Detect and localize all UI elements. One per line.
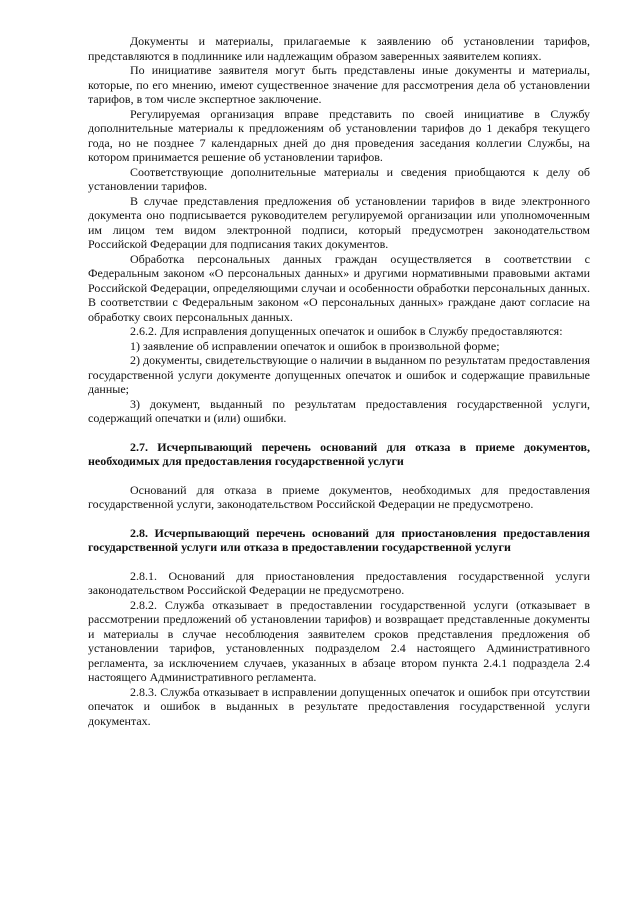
- spacer: [88, 469, 590, 483]
- list-item: 1) заявление об исправлении опечаток и ошибок в произвольной форме;: [130, 338, 500, 353]
- paragraph: 2.8.3. Служба отказывает в исправлении допущенных опечаток и ошибок при отсутствии опечаток и ошибок в выданных в результате предоставления государственной услуги документах.: [88, 684, 590, 728]
- paragraph: Регулируемая организация вправе представить по своей инициативе в Службу дополнительные материалы к предложениям об установлении тарифов до 1 декабря текущего года, но не позднее 7 календарных дней до дня проведения заседания коллегии Службы, на котором принимается решение об установлении тарифов.: [88, 106, 590, 164]
- spacer: [88, 426, 590, 440]
- paragraph: Документы и материалы, прилагаемые к заявлению об установлении тарифов, представляются в подлиннике или надлежащим образом заверенных заявителем копиях.: [88, 34, 590, 63]
- section-heading-2-8: 2.8. Исчерпывающий перечень оснований для приостановления предоставления государственной услуги или отказа в предоставлении государственной услуги: [88, 525, 590, 554]
- paragraph: Обработка персональных данных граждан осуществляется в соответствии с Федеральным законом «О персональных данных» и другими нормативными правовыми актами Российской Федерации, определяющими случаи и особенности обработки персональных данных. В соответствии с Федеральным законом «О персональных данных» граждане дают согласие на обработку своих персональных данных.: [88, 251, 590, 324]
- paragraph: В случае представления предложения об установлении тарифов в виде электронного документа оно подписывается руководителем регулируемой организации или уполномоченным им лицом тем видом электронной подписи, который предусмотрен законодательством Российской Федерации для подписания таких документов.: [88, 193, 590, 251]
- spacer: [88, 512, 590, 526]
- spacer: [88, 555, 590, 569]
- paragraph: 2.6.2. Для исправления допущенных опечаток и ошибок в Службу предоставляются:: [130, 324, 563, 338]
- document-page: [88, 34, 590, 728]
- section-heading-2-7: 2.7. Исчерпывающий перечень оснований для отказа в приеме документов, необходимых для предоставления государственной услуги: [88, 439, 590, 468]
- paragraph: 2.8.1. Оснований для приостановления предоставления государственной услуги законодательством Российской Федерации не предусмотрено.: [88, 568, 590, 597]
- list-item: 2) документы, свидетельствующие о наличии в выданном по результатам предоставления государственной услуги документе допущенных опечаток и ошибок и содержащие правильные данные;: [88, 353, 590, 396]
- paragraph: 2.8.2. Служба отказывает в предоставлении государственной услуги (отказывает в рассмотрении предложений об установлении тарифов) и возвращает представленные документы и материалы в случае несоблюдения заявителем сроков представления предложения об установлении тарифов, установленных подразделом 2.4 настоящего Административного регламента, за исключением случаев, указанных в абзаце втором пункта 2.4.1 подраздела 2.4 настоящего Административного регламента.: [88, 597, 590, 684]
- paragraph: По инициативе заявителя могут быть представлены иные документы и материалы, которые, по его мнению, имеют существенное значение для рассмотрения дела об установлении тарифов, в том числе экспертное заключение.: [88, 63, 590, 106]
- paragraph: Соответствующие дополнительные материалы и сведения приобщаются к делу об установлении тарифов.: [88, 164, 590, 193]
- list-item: 3) документ, выданный по результатам предоставления государственной услуги, содержащий опечатки и (или) ошибки.: [88, 396, 590, 425]
- paragraph: Оснований для отказа в приеме документов, необходимых для предоставления государственной услуги, законодательством Российской Федерации не предусмотрено.: [88, 482, 590, 511]
